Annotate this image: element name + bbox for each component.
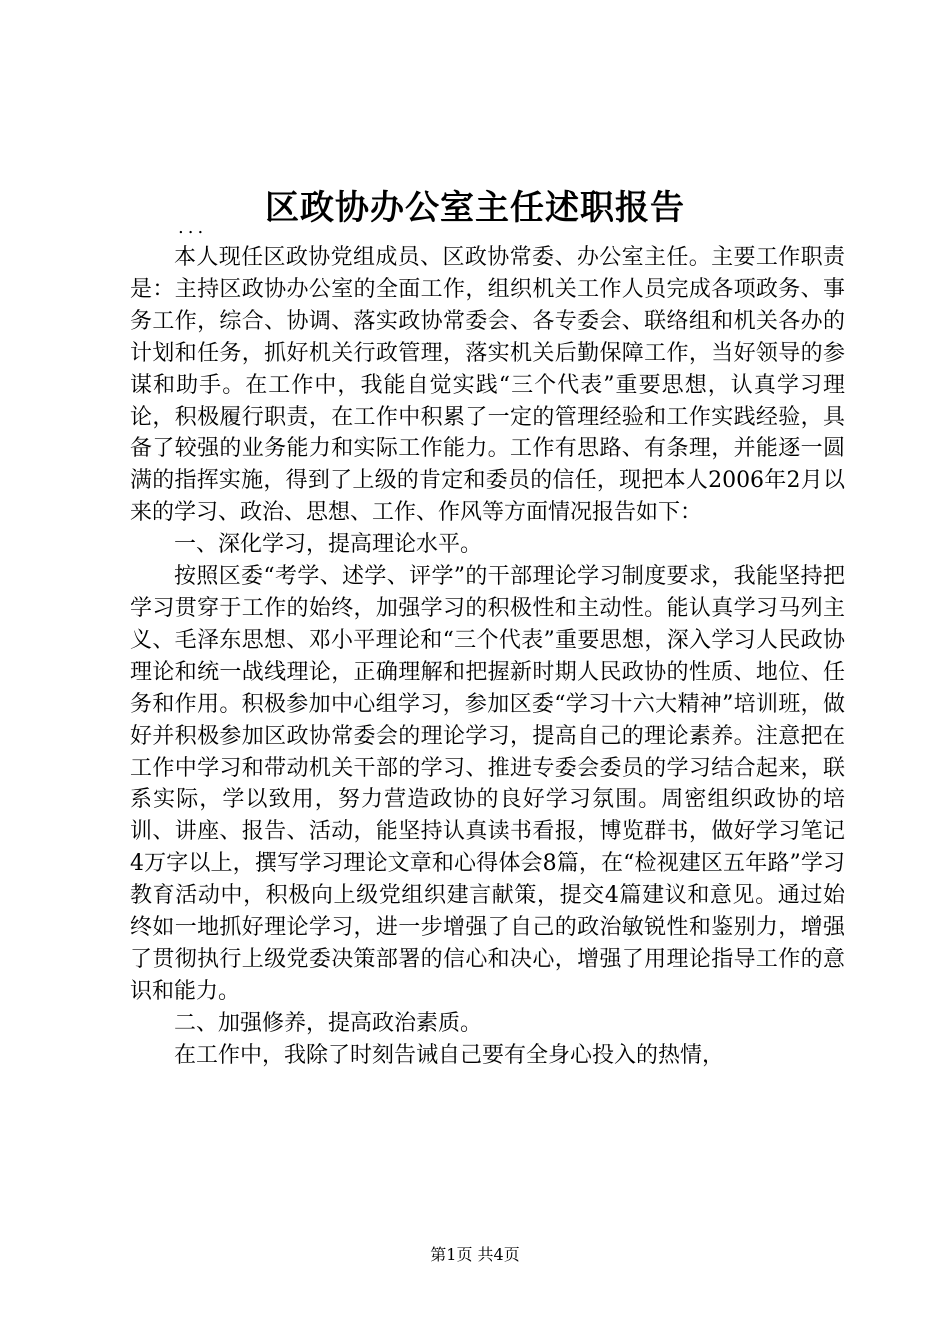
document-title: 区政协办公室主任述职报告 xyxy=(265,188,685,228)
paragraph-study: 按照区委“考学、述学、评学”的干部理论学习制度要求，我能坚持把学习贯穿于工作的始终，加强学习的积极性和主动性。能认真学习马列主义、毛泽东思想、邓小平理论和“三个代表”重要思想，深入学习人民政协理论和统一战线理论，正确理解和把握新时期人民政协的性质、地位、任务和作用。积极参加中心组学习，参加区委“学习十六大精神”培训班，做好并积极参加区政协常委会的理论学习，提高自己的理论素养。注意把在工作中学习和带动机关干部的学习、推进专委会委员的学习结合起来，联系实际，学以致用，努力营造政协的良好学习氛围。周密组织政协的培训、讲座、报告、活动，能坚持认真读书看报，博览群书，做好学习笔记4万字以上，撰写学习理论文章和心得体会8篇，在“检视建区五年路”学习教育活动中，积极向上级党组织建言献策，提交4篇建议和意见。通过始终如一地抓好理论学习，进一步增强了自己的政治敏锐性和鉴别力，增强了贯彻执行上级党委决策部署的信心和决心，增强了用理论指导工作的意识和能力。 xyxy=(130,564,845,1004)
paragraph-cultivation: 在工作中，我除了时刻告诫自己要有全身心投入的热情， xyxy=(174,1042,725,1068)
document-body xyxy=(130,242,845,1072)
paragraph-intro: 本人现任区政协党组成员、区政协常委、办公室主任。主要工作职责是：主持区政协办公室的全面工作，组织机关工作人员完成各项政务、事务工作，综合、协调、落实政协常委会、各专委会、联络组和机关各办的计划和任务，抓好机关行政管理，落实机关后勤保障工作，当好领导的参谋和助手。在工作中，我能自觉实践“三个代表”重要思想，认真学习理论，积极履行职责，在工作中积累了一定的管理经验和工作实践经验，具备了较强的业务能力和实际工作能力。工作有思路、有条理，并能逐一圆满的指挥实施，得到了上级的肯定和委员的信任，现把本人2006年2月以来的学习、政治、思想、工作、作风等方面情况报告如下： xyxy=(130,245,845,526)
page-number-footer: 第1页 共4页 xyxy=(430,1245,520,1264)
section-heading-2: 二、加强修养，提高政治素质。 xyxy=(174,1010,483,1036)
section-heading-1: 一、深化学习，提高理论水平。 xyxy=(174,532,483,558)
ellipsis-marker: ... xyxy=(178,217,208,238)
